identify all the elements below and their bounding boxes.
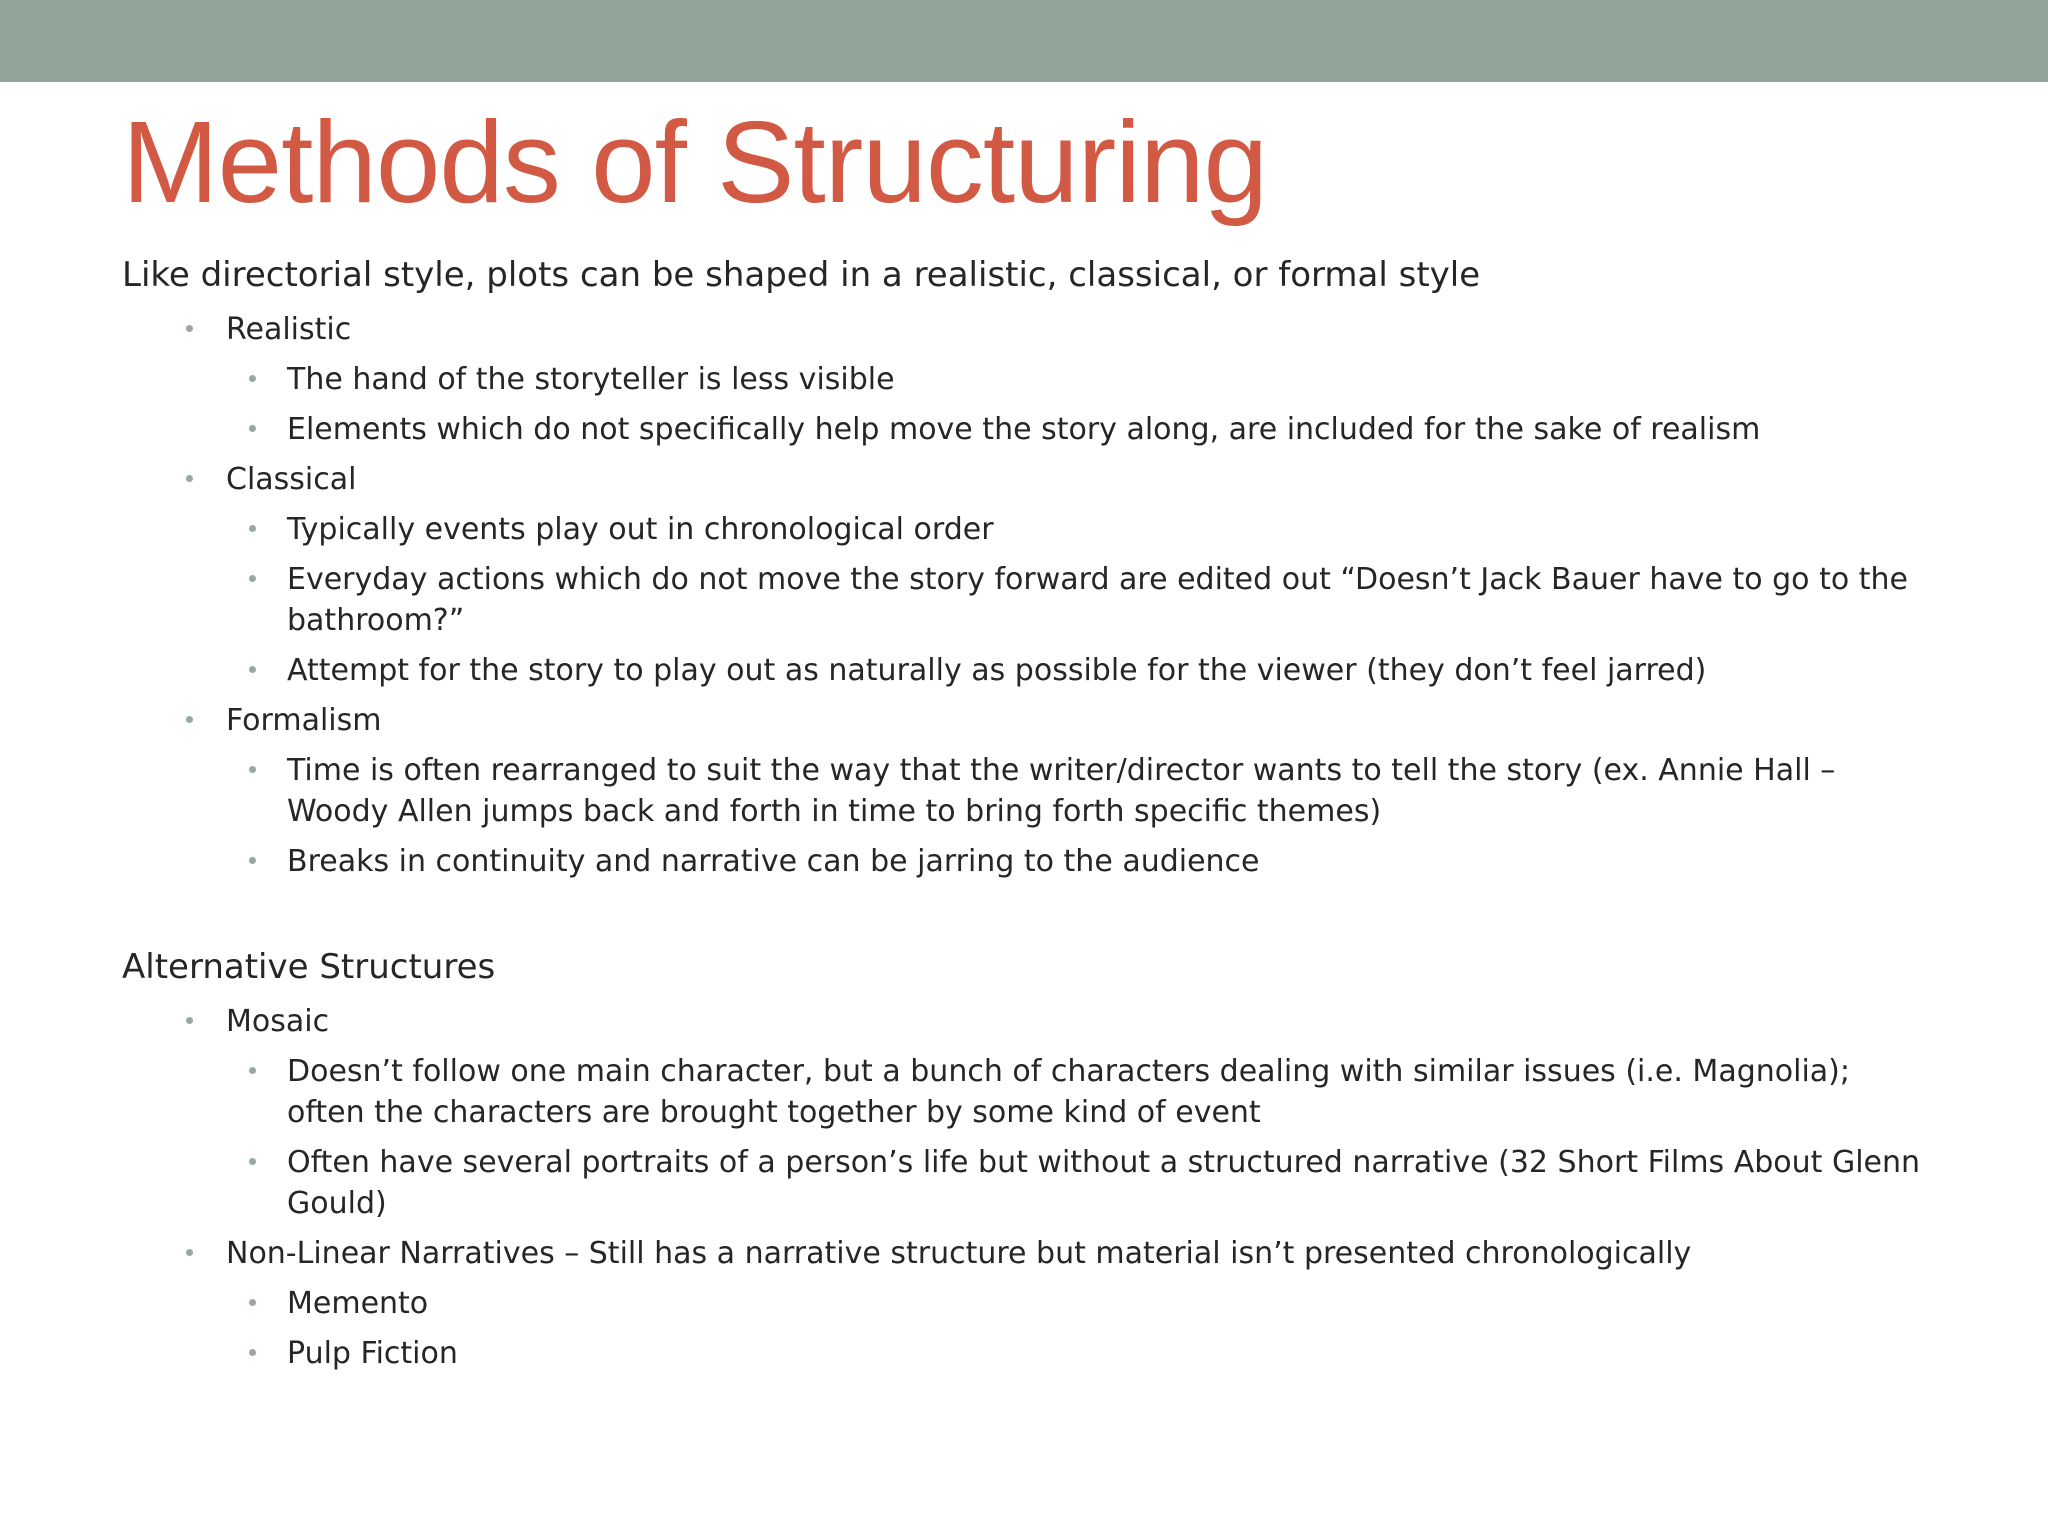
list-item-classical: [122, 459, 1922, 691]
sub-list-item: [226, 409, 1922, 450]
sub-list-item: [226, 1283, 1922, 1324]
sub-list-item-text: The hand of the storyteller is less visible: [287, 362, 895, 397]
bullet-dot-icon: [249, 425, 256, 432]
section-structuring-styles: [122, 250, 1922, 882]
sub-list-item: [226, 559, 1922, 641]
bullet-dot-icon: [186, 1017, 193, 1024]
sub-list-item-text: Typically events play out in chronological order: [287, 512, 994, 547]
sub-list-item: [226, 1142, 1922, 1224]
list-item-label: Classical: [226, 462, 357, 497]
bullet-dot-icon: [186, 1249, 193, 1256]
section-spacer: [122, 882, 1922, 942]
section-alternative-structures: [122, 942, 1922, 1374]
sub-list: [122, 509, 1922, 691]
list-item-non-linear-narratives: [122, 1233, 1922, 1374]
list-item-label: Realistic: [226, 312, 352, 347]
sub-list: [122, 359, 1922, 450]
sub-list-item-text: Pulp Fiction: [287, 1336, 458, 1371]
bullet-dot-icon: [186, 716, 193, 723]
sub-list-item-text: Often have several portraits of a person’s life but without a structured narrative (32 Short Films About Glenn Gould): [287, 1145, 1921, 1221]
bullet-dot-icon: [249, 1158, 256, 1165]
bullet-dot-icon: [249, 766, 256, 773]
sub-list-item: [226, 1333, 1922, 1374]
sub-list-item-text: Doesn’t follow one main character, but a bunch of characters dealing with similar issues (i.e. Magnolia); often the characters are brought together by some kind of event: [287, 1054, 1850, 1130]
bullet-dot-icon: [249, 1349, 256, 1356]
list-item-mosaic: [122, 1001, 1922, 1224]
sub-list-item-text: Elements which do not specifically help move the story along, are included for the sake of realism: [287, 412, 1761, 447]
bullet-dot-icon: [249, 525, 256, 532]
top-header-band: [0, 0, 2048, 82]
sub-list-item-text: Everyday actions which do not move the story forward are edited out “Doesn’t Jack Bauer have to go to the bathroom?”: [287, 562, 1908, 638]
sub-list-item: [226, 650, 1922, 691]
sub-list: [122, 750, 1922, 882]
bullet-dot-icon: [249, 1067, 256, 1074]
structure-list: [122, 1001, 1922, 1374]
sub-list: [122, 1283, 1922, 1374]
sub-list-item: [226, 359, 1922, 400]
sub-list-item: [226, 750, 1922, 832]
bullet-dot-icon: [249, 375, 256, 382]
bullet-dot-icon: [186, 325, 193, 332]
list-item-label: Non-Linear Narratives – Still has a narrative structure but material isn’t presented chronologically: [226, 1236, 1692, 1271]
list-item-formalism: [122, 700, 1922, 882]
style-list: [122, 309, 1922, 882]
bullet-dot-icon: [249, 1299, 256, 1306]
bullet-dot-icon: [249, 575, 256, 582]
sub-list-item-text: Time is often rearranged to suit the way that the writer/director wants to tell the story (ex. Annie Hall – Woody Allen jumps back and forth in time to bring forth specific themes): [287, 753, 1836, 829]
bullet-dot-icon: [186, 475, 193, 482]
sub-list-item-text: Attempt for the story to play out as naturally as possible for the viewer (they don’t feel jarred): [287, 653, 1707, 688]
list-item-realistic: [122, 309, 1922, 450]
sub-list-item: [226, 1051, 1922, 1133]
section-heading: Like directorial style, plots can be shaped in a realistic, classical, or formal style: [122, 255, 1481, 295]
sub-list-item-text: Breaks in continuity and narrative can be jarring to the audience: [287, 844, 1260, 879]
section-heading: Alternative Structures: [122, 947, 496, 987]
slide-body: [122, 250, 1922, 1374]
slide-title: Methods of Structuring: [122, 97, 1268, 227]
bullet-dot-icon: [249, 857, 256, 864]
bullet-dot-icon: [249, 666, 256, 673]
sub-list-item: [226, 509, 1922, 550]
sub-list: [122, 1051, 1922, 1224]
list-item-label: Formalism: [226, 703, 382, 738]
sub-list-item-text: Memento: [287, 1286, 429, 1321]
list-item-label: Mosaic: [226, 1004, 330, 1039]
sub-list-item: [226, 841, 1922, 882]
